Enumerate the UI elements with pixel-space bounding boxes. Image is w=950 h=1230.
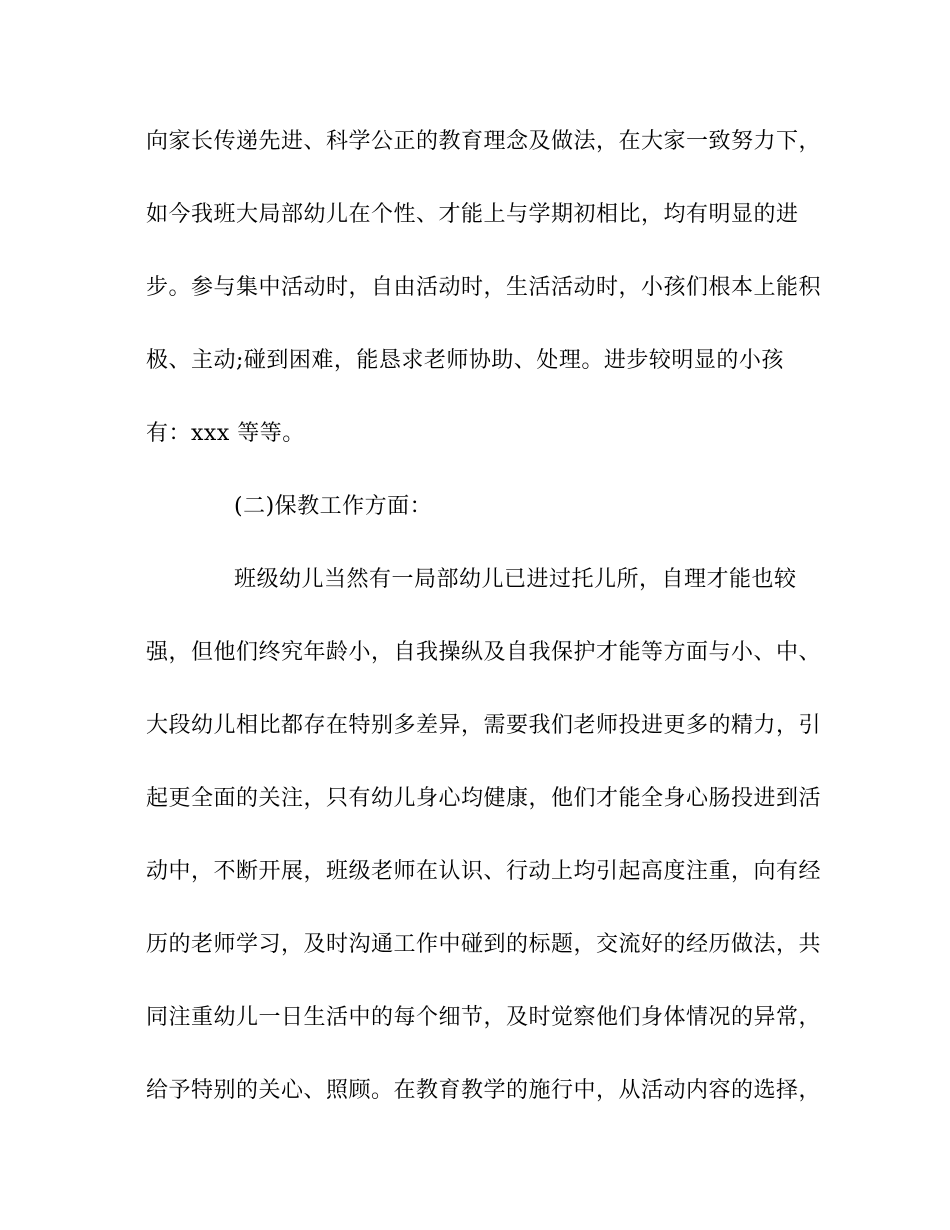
- text-line: 步。参与集中活动时，自由活动时，生活活动时，小孩们根本上能积: [146, 275, 822, 300]
- section-heading: (二)保教工作方面：: [234, 494, 433, 519]
- text-line: 强，但他们终究年龄小，自我操纵及自我保护才能等方面与小、中、: [146, 640, 822, 665]
- text-line: 班级幼儿当然有一局部幼儿已进过托儿所，自理才能也较: [234, 567, 797, 592]
- text-line: 同注重幼儿一日生活中的每个细节，及时觉察他们身体情况的异常，: [146, 1005, 822, 1030]
- text-line: 如今我班大局部幼儿在个性、才能上与学期初相比，均有明显的进: [146, 202, 799, 227]
- text-line: 有：xxx 等等。: [146, 421, 305, 446]
- text-line: 历的老师学习，及时沟通工作中碰到的标题，交流好的经历做法，共: [146, 932, 822, 957]
- text-line: 给予特别的关心、照顾。在教育教学的施行中，从活动内容的选择，: [146, 1078, 822, 1103]
- text-line: 动中，不断开展，班级老师在认识、行动上均引起高度注重，向有经: [146, 859, 822, 884]
- text-line: 向家长传递先进、科学公正的教育理念及做法，在大家一致努力下，: [146, 129, 822, 154]
- text-line: 极、主动;碰到困难，能恳求老师协助、处理。进步较明显的小孩: [146, 348, 784, 373]
- text-line: 起更全面的关注，只有幼儿身心均健康，他们才能全身心肠投进到活: [146, 786, 822, 811]
- text-line: 大段幼儿相比都存在特别多差异，需要我们老师投进更多的精力，引: [146, 713, 822, 738]
